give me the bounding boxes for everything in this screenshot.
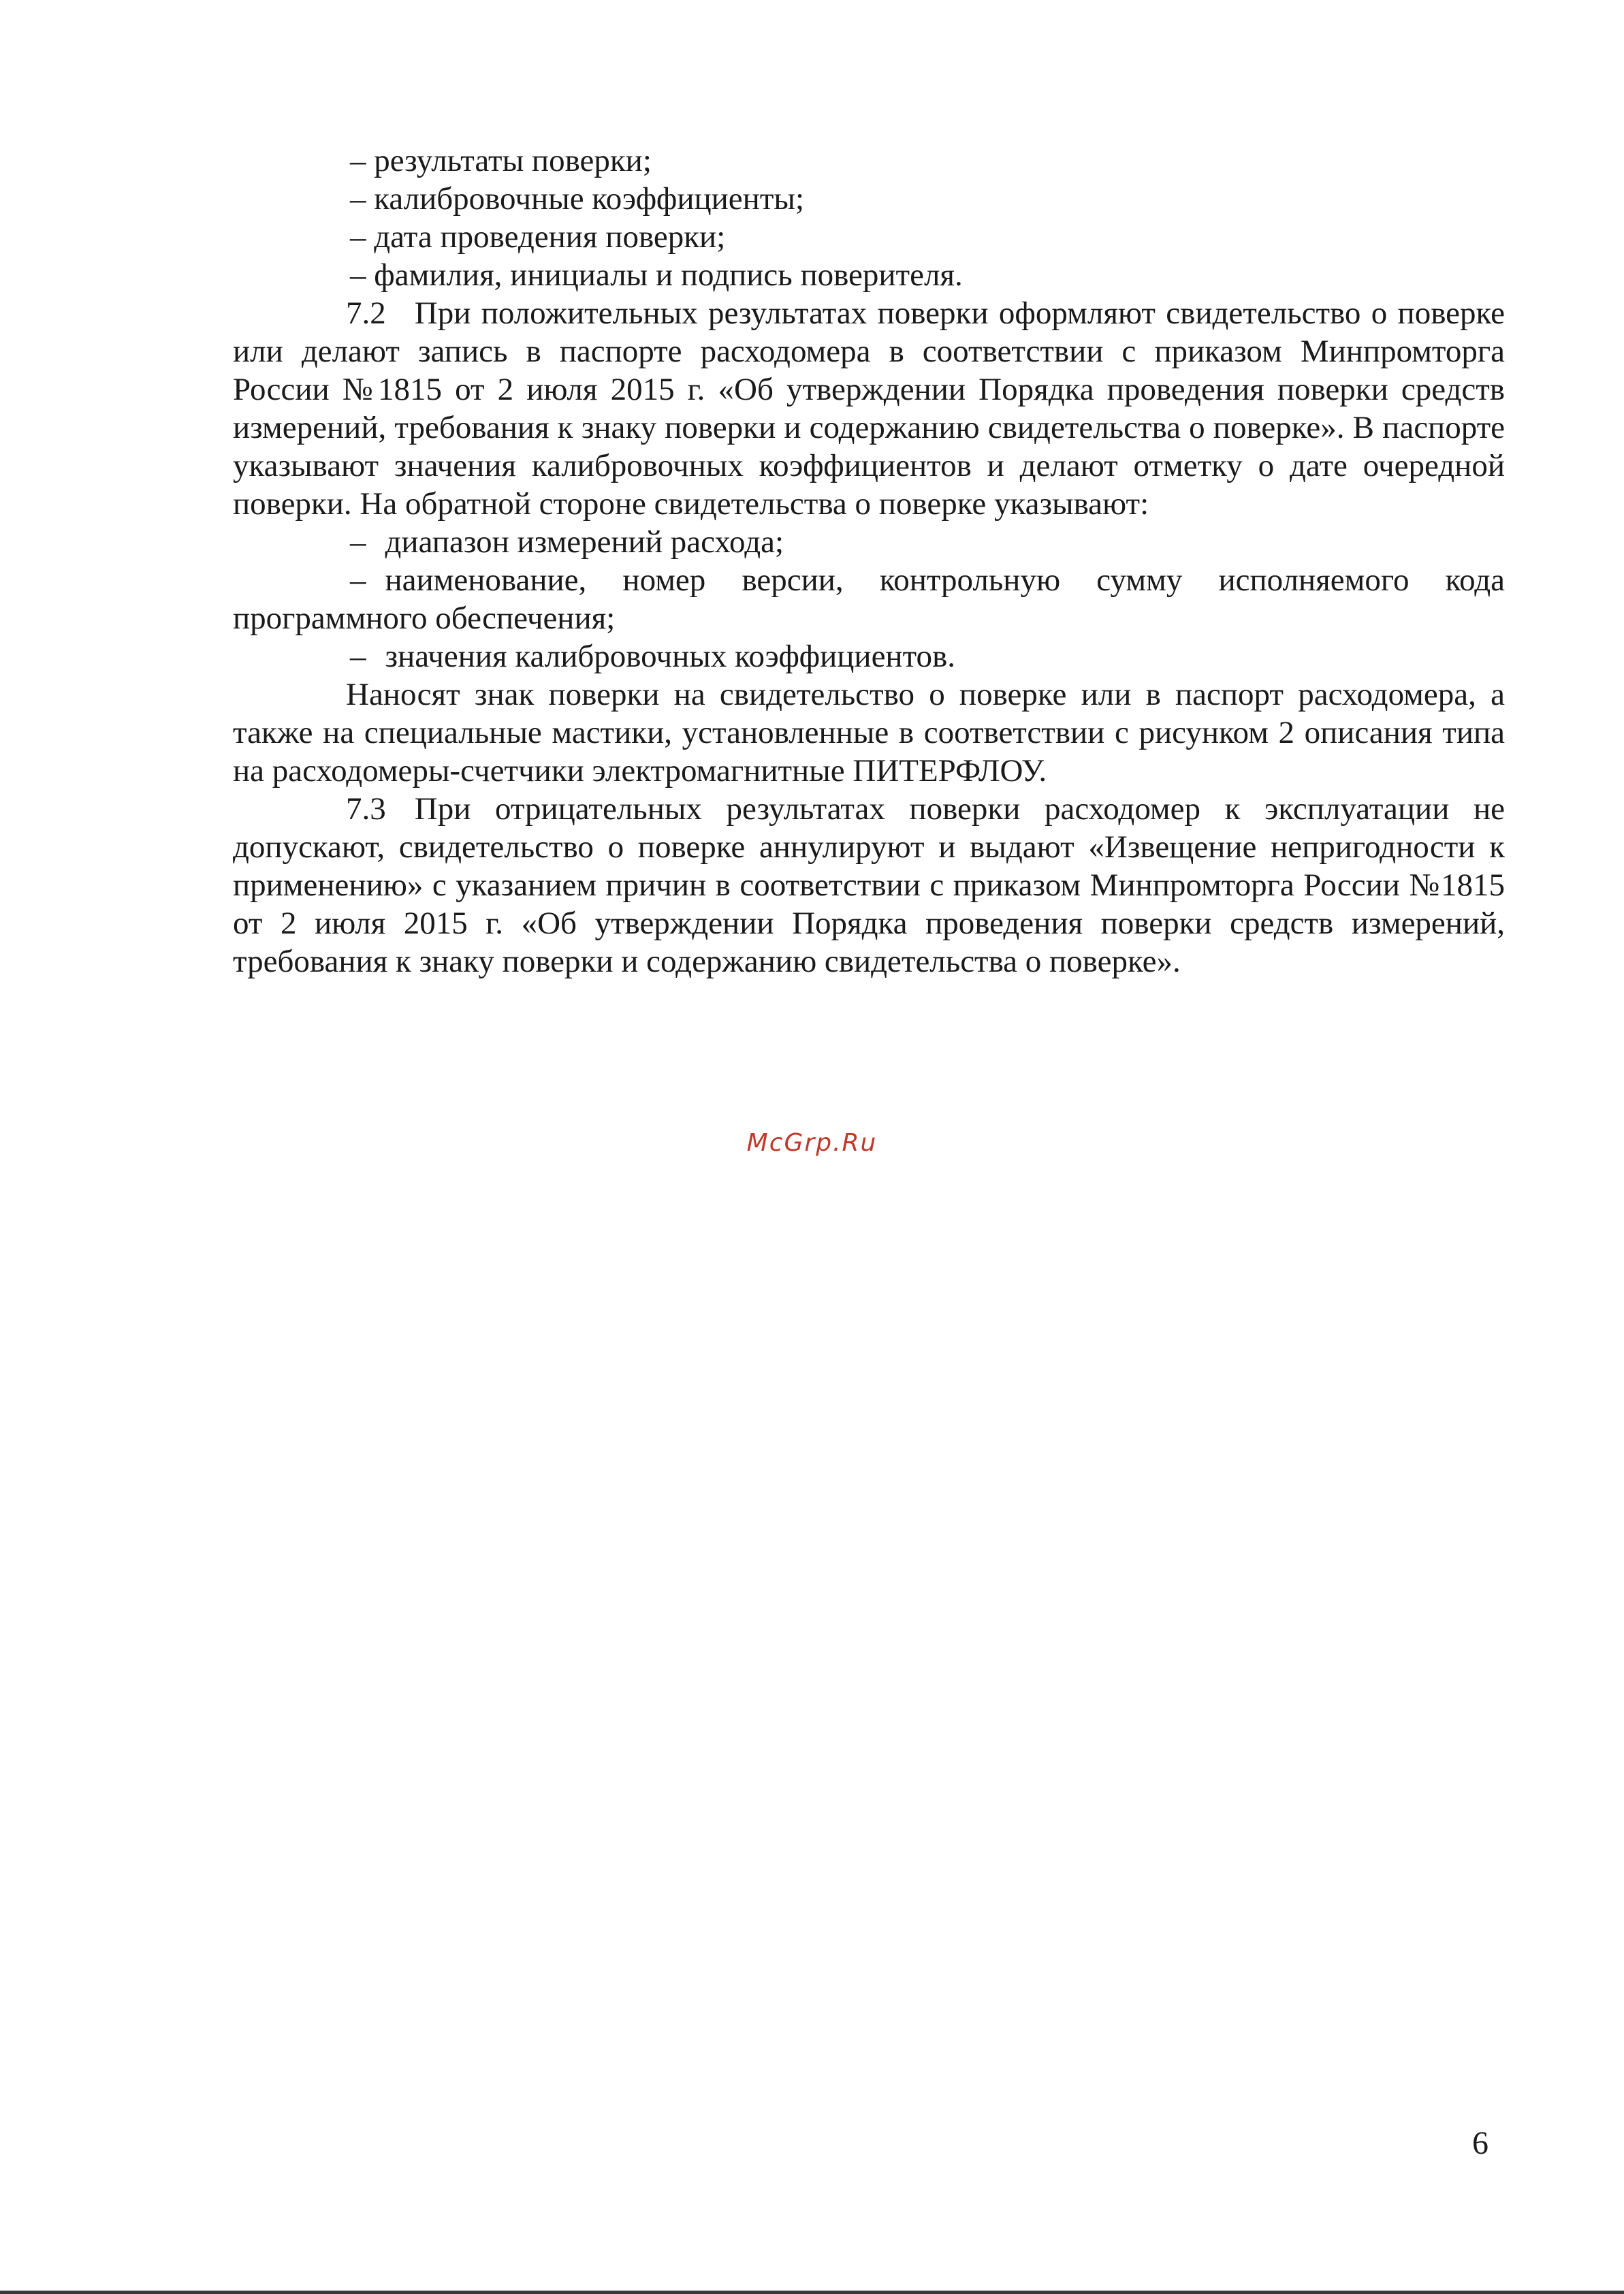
section-7-3-number: 7.3 — [346, 791, 386, 827]
list-item-date: – дата проведения поверки; — [350, 219, 726, 255]
section-7-2-text: При положительных результатах поверки оформляют свидетельство о поверке или делают запись в паспорте расходомера в соответствии с приказом Минпромторга России №1815 от 2 июля 2015 г. «Об утверждении Порядка проведения поверки средств измерений, требования к знаку поверки и содержанию свидетельства о поверке». В паспорте указывают значения калибровочных коэффициентов и делают отметку о дате очередной поверки. На обратной стороне свидетельства о поверке указывают: — [233, 296, 1505, 522]
section-7-2 — [233, 294, 1505, 523]
dash-marker: – — [350, 639, 366, 674]
section-7-3-text: При отрицательных результатах поверки расходомер к эксплуатации не допускают, свидетельство о поверке аннулируют и выдают «Извещение непригодности к применению» с указанием причин в соответствии с приказом Минпромторга России №1815 от 2 июля 2015 г. «Об утверждении Порядка проведения поверки средств измерений, требования к знаку поверки и содержанию свидетельства о поверке». — [233, 791, 1505, 979]
list-item-results: – результаты поверки; — [350, 143, 652, 178]
list-item-software-text: наименование, номер версии, контрольную сумму исполняемого кода программного обеспечения; — [233, 562, 1505, 636]
list-item-coefficient-values — [233, 637, 1505, 675]
list-item-verifier: – фамилия, инициалы и подпись поверителя. — [350, 257, 963, 293]
paragraph-verification-mark: Наносят знак поверки на свидетельство о поверке или в паспорт расходомера, а также на специальные мастики, установленные в соответствии с рисунком 2 описания типа на расходомеры-счетчики электромагнитные ПИТЕРФЛОУ. — [233, 677, 1505, 788]
dash-marker: – — [350, 562, 366, 598]
page-number: 6 — [1472, 2125, 1488, 2161]
watermark-text: McGrp.Ru — [746, 1129, 878, 1157]
list-item-range-text: диапазон измерений расхода; — [385, 524, 784, 560]
list-item-coefficient-values-text: значения калибровочных коэффициентов. — [385, 639, 955, 674]
list-item-range — [233, 523, 1505, 561]
list-item-software — [233, 561, 1505, 637]
scan-bottom-edge — [0, 2291, 1624, 2294]
dash-marker: – — [350, 524, 366, 560]
section-7-2-number: 7.2 — [346, 296, 386, 331]
section-7-3 — [233, 790, 1505, 981]
document-body — [233, 142, 1505, 981]
list-item-coefficients: – калибровочные коэффициенты; — [350, 181, 804, 217]
